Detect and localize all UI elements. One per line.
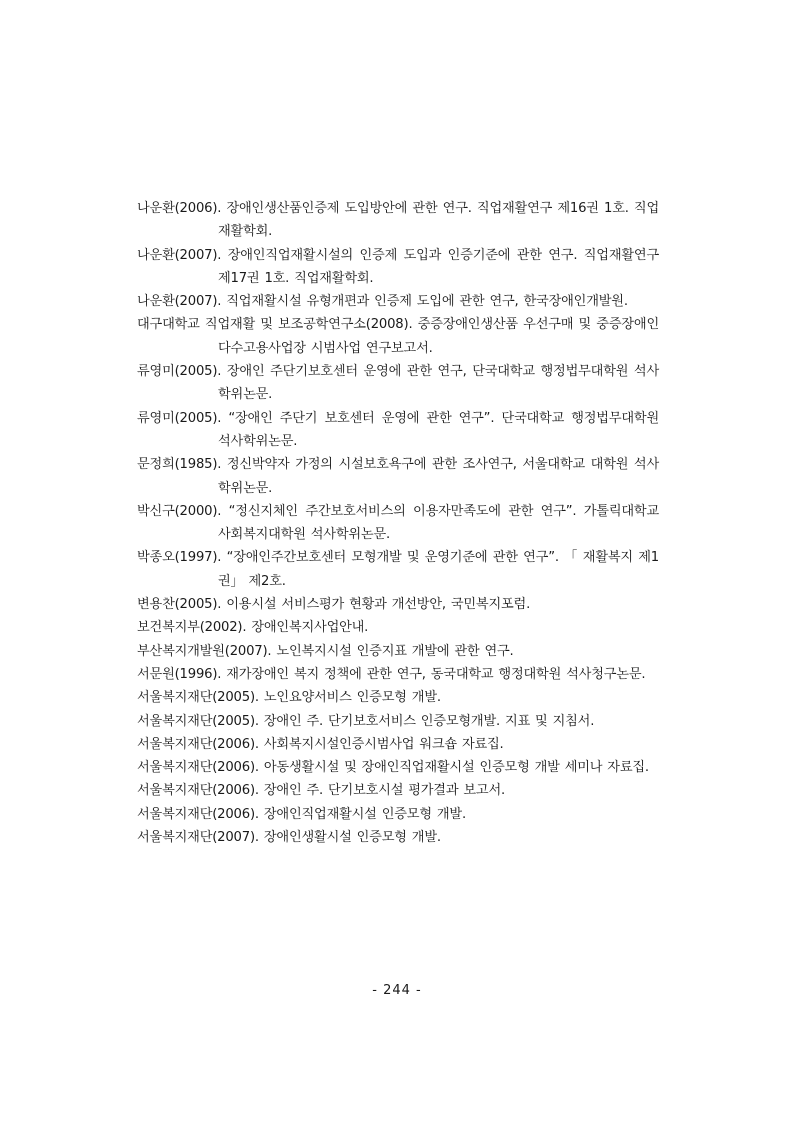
- reference-entry: 대구대학교 직업재활 및 보조공학연구소(2008). 중증장애인생산품 우선구매 및 중증장애인다수고용사업장 시범사업 연구보고서.: [137, 317, 659, 356]
- reference-entry: 나운환(2007). 직업재활시설 유형개편과 인증제 도입에 관한 연구, 한국장애인개발원.: [137, 294, 628, 310]
- reference-entry: 서문원(1996). 재가장애인 복지 정책에 관한 연구, 동국대학교 행정대학원 석사청구논문.: [137, 666, 646, 682]
- reference-entry: 나운환(2007). 장애인직업재활시설의 인증제 도입과 인증기준에 관한 연구. 직업재활연구 제17권 1호. 직업재활학회.: [137, 247, 659, 286]
- reference-entry: 보건복지부(2002). 장애인복지사업안내.: [137, 620, 369, 636]
- reference-entry: 부산복지개발원(2007). 노인복지시설 인증지표 개발에 관한 연구.: [137, 643, 514, 659]
- reference-entry: 문정희(1985). 정신박약자 가정의 시설보호욕구에 관한 조사연구, 서울대학교 대학원 석사학위논문.: [137, 457, 659, 496]
- reference-entry: 서울복지재단(2005). 노인요양서비스 인증모형 개발.: [137, 690, 441, 706]
- reference-entry: 박종오(1997). “장애인주간보호센터 모형개발 및 운영기준에 관한 연구”. 「 재활복지 제1권」 제2호.: [137, 550, 659, 589]
- reference-entry: 서울복지재단(2006). 장애인 주. 단기보호시설 평가결과 보고서.: [137, 783, 505, 799]
- reference-entry: 서울복지재단(2006). 장애인직업재활시설 인증모형 개발.: [137, 806, 466, 822]
- reference-entry: 변용찬(2005). 이용시설 서비스평가 현황과 개선방안, 국민복지포럼.: [137, 597, 531, 613]
- reference-entry: 서울복지재단(2006). 아동생활시설 및 장애인직업재활시설 인증모형 개발 세미나 자료집.: [137, 760, 649, 776]
- reference-entry: 서울복지재단(2006). 사회복지시설인증시범사업 워크숍 자료집.: [137, 736, 504, 752]
- reference-entry: 서울복지재단(2005). 장애인 주. 단기보호서비스 인증모형개발. 지표 및 지침서.: [137, 713, 595, 729]
- reference-list: [137, 197, 659, 849]
- reference-entry: 나운환(2006). 장애인생산품인증제 도입방안에 관한 연구. 직업재활연구 제16권 1호. 직업재활학회.: [137, 201, 659, 240]
- reference-entry: 박신구(2000). “정신지체인 주간보호서비스의 이용자만족도에 관한 연구”. 가톨릭대학교 사회복지대학원 석사학위논문.: [137, 503, 659, 543]
- reference-entry: 류영미(2005). 장애인 주단기보호센터 운영에 관한 연구, 단국대학교 행정법무대학원 석사학위논문.: [137, 364, 659, 403]
- reference-entry: 서울복지재단(2007). 장애인생활시설 인증모형 개발.: [137, 830, 441, 846]
- reference-entry: 류영미(2005). “장애인 주단기 보호센터 운영에 관한 연구”. 단국대학교 행정법무대학원 석사학위논문.: [137, 410, 659, 449]
- page-number: - 244 -: [372, 983, 422, 998]
